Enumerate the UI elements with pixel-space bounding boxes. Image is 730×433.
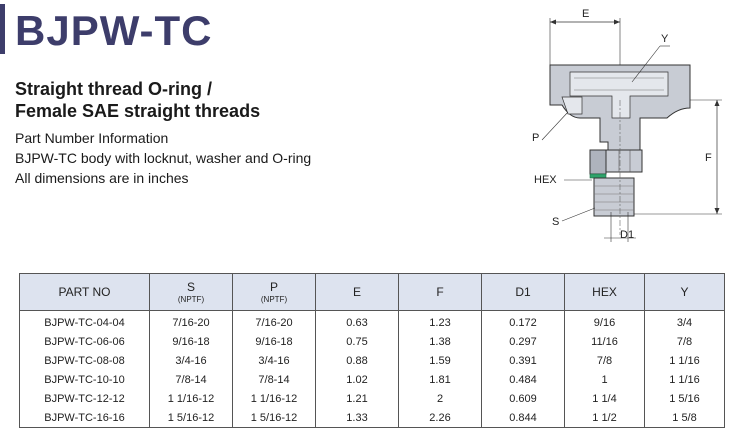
- subtitle: [15, 78, 260, 122]
- cell-f: 1.23: [399, 311, 482, 333]
- cell-p: 1 1/16-12: [233, 389, 316, 408]
- cell-part-no: BJPW-TC-04-04: [20, 311, 150, 333]
- info-line-part-number: Part Number Information: [15, 130, 169, 146]
- cell-y: 3/4: [645, 311, 725, 333]
- col-header-s: [150, 274, 233, 311]
- cell-d1: 0.172: [482, 311, 565, 333]
- cell-d1: 0.391: [482, 351, 565, 370]
- col-header-label: D1: [515, 285, 531, 299]
- info-block: [15, 128, 311, 188]
- cell-e: 0.88: [316, 351, 399, 370]
- cell-d1: 0.297: [482, 332, 565, 351]
- cell-p: 3/4-16: [233, 351, 316, 370]
- info-line-units: All dimensions are in inches: [15, 170, 189, 186]
- threaded-stud: [594, 178, 634, 216]
- table-body: [20, 311, 725, 428]
- table-row: [20, 370, 725, 389]
- dim-label-e: E: [582, 8, 590, 20]
- cell-hex: 1 1/2: [565, 408, 645, 428]
- col-header-f: [399, 274, 482, 311]
- cell-e: 0.75: [316, 332, 399, 351]
- col-header-label: P: [269, 280, 278, 294]
- s-leader-line: [562, 208, 595, 221]
- cell-p: 1 5/16-12: [233, 408, 316, 428]
- cell-s: 3/4-16: [150, 351, 233, 370]
- col-header-unit: (NPTF): [260, 295, 288, 304]
- cell-part-no: BJPW-TC-10-10: [20, 370, 150, 389]
- col-header-label: PART NO: [58, 285, 111, 299]
- arrowhead: [614, 20, 620, 25]
- col-header-label: S: [186, 280, 195, 294]
- page-title: BJPW-TC: [15, 7, 213, 54]
- cell-part-no: BJPW-TC-08-08: [20, 351, 150, 370]
- col-header-p: [233, 274, 316, 311]
- cell-f: 2.26: [399, 408, 482, 428]
- cell-d1: 0.609: [482, 389, 565, 408]
- cell-hex: 1 1/4: [565, 389, 645, 408]
- cell-part-no: BJPW-TC-16-16: [20, 408, 150, 428]
- cell-s: 1 5/16-12: [150, 408, 233, 428]
- cell-hex: 1: [565, 370, 645, 389]
- table-row: [20, 332, 725, 351]
- o-ring: [590, 174, 606, 178]
- cell-y: 1 1/16: [645, 370, 725, 389]
- col-header-hex: [565, 274, 645, 311]
- table-row: [20, 408, 725, 428]
- locknut-hex: [590, 150, 606, 174]
- dim-label-s: S: [552, 216, 560, 228]
- col-header-y: [645, 274, 725, 311]
- table-row: [20, 389, 725, 408]
- col-header-label: E: [352, 285, 361, 299]
- cell-e: 1.02: [316, 370, 399, 389]
- fitting-technical-drawing: [520, 0, 730, 250]
- hex-body: [606, 150, 642, 172]
- table-header: [20, 274, 725, 311]
- cell-f: 2: [399, 389, 482, 408]
- cell-f: 1.81: [399, 370, 482, 389]
- dim-label-hex: HEX: [534, 174, 557, 186]
- col-header-e: [316, 274, 399, 311]
- cell-hex: 9/16: [565, 311, 645, 333]
- col-header-unit: (NPTF): [177, 295, 205, 304]
- table-header-row: [20, 274, 725, 311]
- table-row: [20, 351, 725, 370]
- p-leader-line: [542, 112, 568, 140]
- dim-label-d1: D1: [620, 229, 635, 241]
- cell-part-no: BJPW-TC-06-06: [20, 332, 150, 351]
- col-header-part-no: [20, 274, 150, 311]
- cell-y: 1 1/16: [645, 351, 725, 370]
- subtitle-line-2: Female SAE straight threads: [15, 101, 261, 121]
- cell-hex: 7/8: [565, 351, 645, 370]
- cell-y: 1 5/8: [645, 408, 725, 428]
- dim-label-f: F: [705, 152, 712, 164]
- cell-hex: 11/16: [565, 332, 645, 351]
- cell-d1: 0.484: [482, 370, 565, 389]
- cell-p: 9/16-18: [233, 332, 316, 351]
- col-header-d1: [482, 274, 565, 311]
- col-header-label: F: [436, 285, 444, 299]
- arrowhead: [715, 100, 720, 106]
- cell-s: 7/16-20: [150, 311, 233, 333]
- cell-y: 1 5/16: [645, 389, 725, 408]
- cell-e: 1.21: [316, 389, 399, 408]
- cell-e: 0.63: [316, 311, 399, 333]
- arrowhead: [550, 20, 556, 25]
- arrowhead: [715, 208, 720, 214]
- dim-label-p: P: [532, 132, 540, 144]
- table-row: [20, 311, 725, 333]
- col-header-label: HEX: [592, 285, 617, 299]
- cell-part-no: BJPW-TC-12-12: [20, 389, 150, 408]
- cell-f: 1.59: [399, 351, 482, 370]
- cell-f: 1.38: [399, 332, 482, 351]
- col-header-label: Y: [680, 285, 689, 299]
- cell-s: 1 1/16-12: [150, 389, 233, 408]
- dim-label-y: Y: [661, 33, 669, 45]
- cell-d1: 0.844: [482, 408, 565, 428]
- info-line-body: BJPW-TC body with locknut, washer and O-ring: [15, 150, 312, 166]
- subtitle-line-1: Straight thread O-ring /: [15, 79, 213, 99]
- cell-p: 7/8-14: [233, 370, 316, 389]
- cell-p: 7/16-20: [233, 311, 316, 333]
- p-port: [562, 97, 582, 114]
- part-dimensions-table: [19, 273, 725, 428]
- title-accent-bar: [0, 4, 5, 54]
- cell-s: 9/16-18: [150, 332, 233, 351]
- cell-y: 7/8: [645, 332, 725, 351]
- cell-e: 1.33: [316, 408, 399, 428]
- cell-s: 7/8-14: [150, 370, 233, 389]
